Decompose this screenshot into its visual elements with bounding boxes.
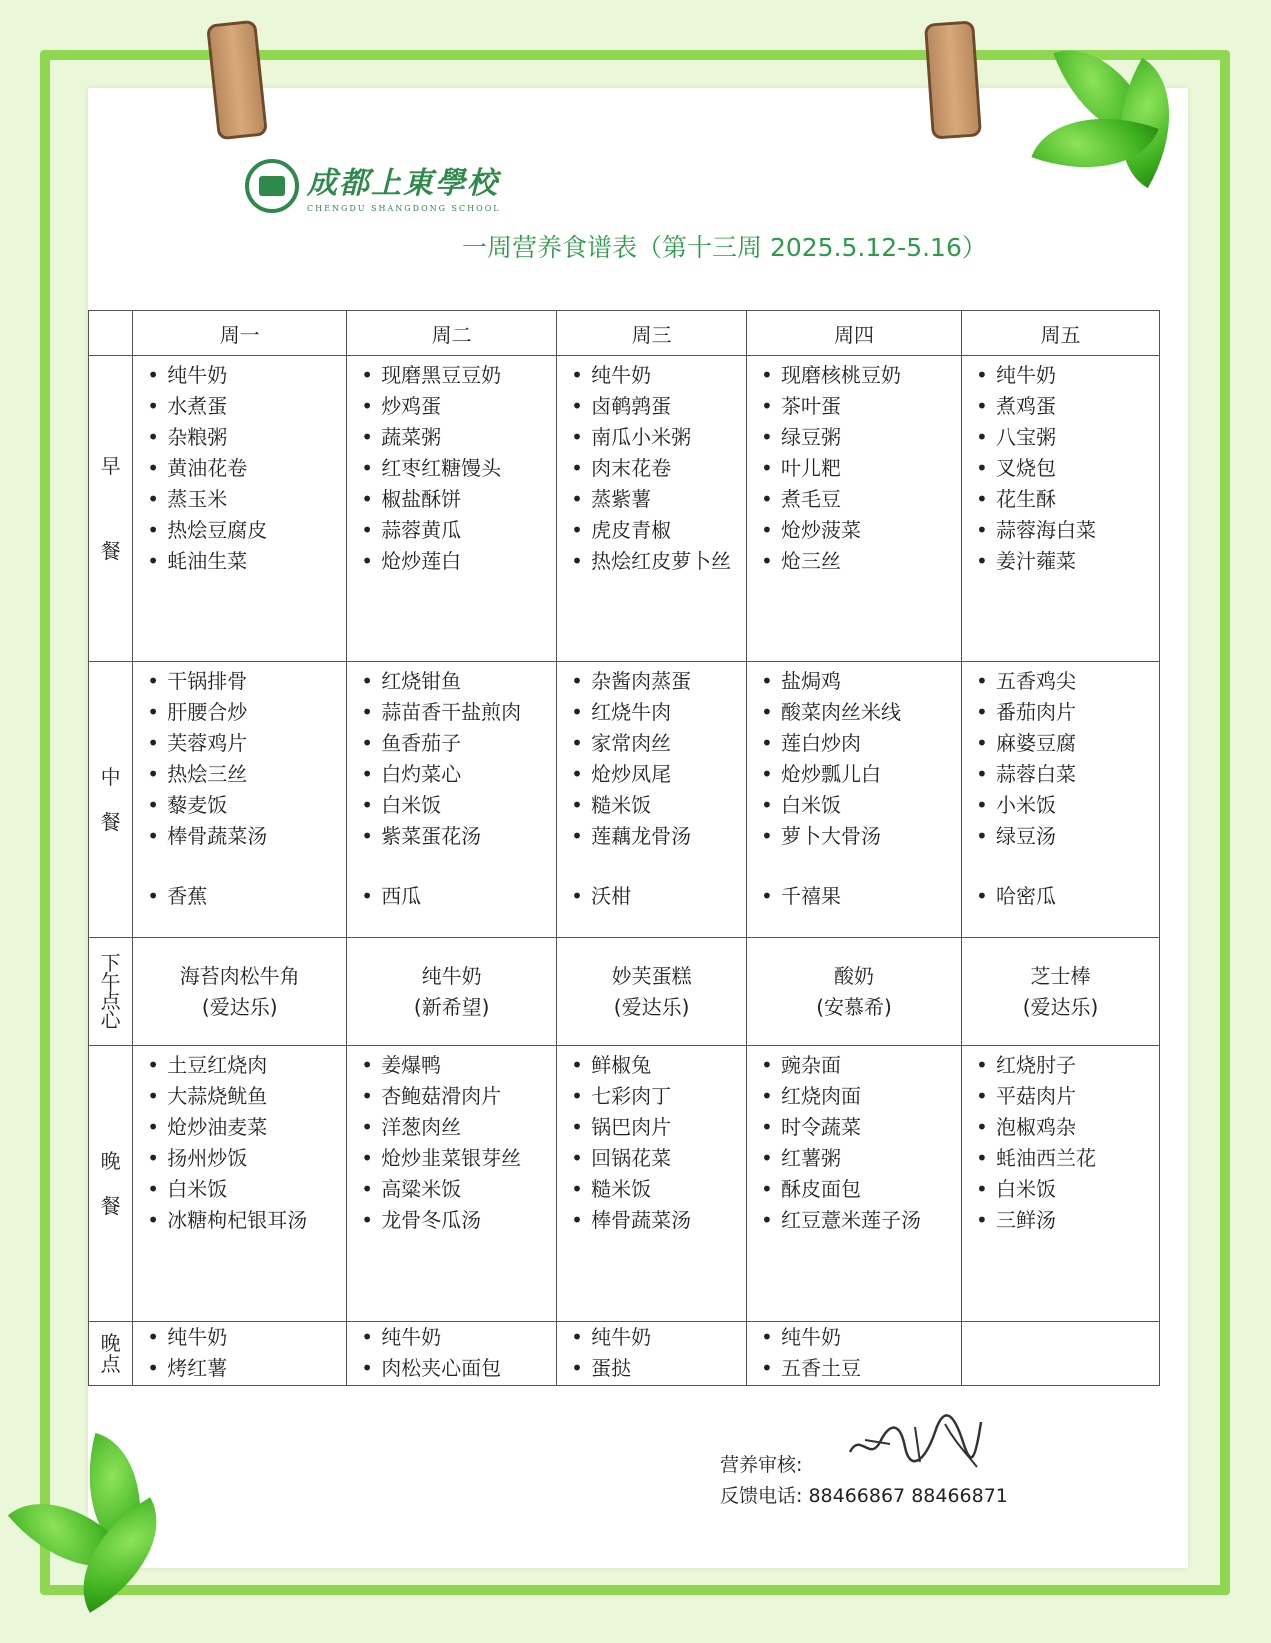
menu-item: • 姜爆鸭	[361, 1050, 556, 1081]
menu-item: • 炝炒凤尾	[571, 759, 746, 790]
menu-item: • 杂粮粥	[147, 422, 346, 453]
school-emblem-icon	[245, 159, 299, 213]
menu-item: • 洋葱肉丝	[361, 1112, 556, 1143]
dinner-row	[89, 1046, 1160, 1322]
row-label-dinner: 晚 餐	[89, 1046, 133, 1322]
dinner-cell	[747, 1046, 962, 1322]
menu-item: • 姜汁蕹菜	[976, 546, 1159, 577]
snack-cell: 海苔肉松牛角 (爱达乐)	[133, 938, 347, 1046]
menu-item: • 五香鸡尖	[976, 666, 1159, 697]
menu-item: • 扬州炒饭	[147, 1143, 346, 1174]
night-snack-cell	[347, 1322, 557, 1386]
night-snack-cell	[557, 1322, 747, 1386]
menu-item: • 炒鸡蛋	[361, 391, 556, 422]
lunch-cell	[133, 662, 347, 938]
menu-item: • 水煮蛋	[147, 391, 346, 422]
menu-item: • 白米饭	[361, 790, 556, 821]
menu-item: • 棒骨蔬菜汤	[571, 1205, 746, 1236]
dinner-cell	[557, 1046, 747, 1322]
dinner-cell	[133, 1046, 347, 1322]
menu-item: • 豌杂面	[761, 1050, 961, 1081]
breakfast-row	[89, 356, 1160, 662]
menu-item: • 糙米饭	[571, 790, 746, 821]
menu-item: • 热烩三丝	[147, 759, 346, 790]
menu-item: • 八宝粥	[976, 422, 1159, 453]
fruit-item: • 沃柑	[557, 881, 746, 912]
menu-item: • 杂酱肉蒸蛋	[571, 666, 746, 697]
breakfast-cell	[133, 356, 347, 662]
menu-item: • 蒜蓉海白菜	[976, 515, 1159, 546]
menu-item: • 纯牛奶	[147, 360, 346, 391]
school-name-cn: 成都上東學校	[307, 166, 499, 201]
menu-item: • 蒜蓉白菜	[976, 759, 1159, 790]
breakfast-cell	[747, 356, 962, 662]
menu-item: • 锅巴肉片	[571, 1112, 746, 1143]
fruit-item: • 哈密瓜	[962, 881, 1159, 912]
menu-item: • 煮鸡蛋	[976, 391, 1159, 422]
menu-item: • 红枣红糖馒头	[361, 453, 556, 484]
menu-item: • 红烧牛肉	[571, 697, 746, 728]
paper-clip-right	[924, 20, 982, 139]
menu-item: • 现磨核桃豆奶	[761, 360, 961, 391]
menu-item: • 糙米饭	[571, 1174, 746, 1205]
menu-item: • 椒盐酥饼	[361, 484, 556, 515]
menu-item: • 蒸玉米	[147, 484, 346, 515]
menu-item: • 纯牛奶	[571, 360, 746, 391]
menu-item: • 白米饭	[976, 1174, 1159, 1205]
reviewer-signature	[845, 1412, 985, 1470]
row-label-breakfast: 早 餐	[89, 356, 133, 662]
menu-item: • 蚝油生菜	[147, 546, 346, 577]
lunch-cell	[347, 662, 557, 938]
night-snack-cell	[133, 1322, 347, 1386]
menu-item: • 番茄肉片	[976, 697, 1159, 728]
menu-item: • 大蒜烧鱿鱼	[147, 1081, 346, 1112]
leaves-top-right-decoration	[1040, 28, 1190, 178]
menu-item: • 鲜椒兔	[571, 1050, 746, 1081]
menu-item: • 蔬菜粥	[361, 422, 556, 453]
menu-item: • 五香土豆	[761, 1353, 961, 1384]
menu-item: • 小米饭	[976, 790, 1159, 821]
menu-item: • 绿豆汤	[976, 821, 1159, 852]
menu-item: • 白米饭	[761, 790, 961, 821]
menu-item: • 炝炒油麦菜	[147, 1112, 346, 1143]
menu-item: • 纯牛奶	[976, 360, 1159, 391]
menu-item: • 叉烧包	[976, 453, 1159, 484]
menu-item: • 回锅花菜	[571, 1143, 746, 1174]
menu-item: • 莲白炒肉	[761, 728, 961, 759]
menu-item: • 七彩肉丁	[571, 1081, 746, 1112]
menu-item: • 土豆红烧肉	[147, 1050, 346, 1081]
row-label-night-snack: 晚 点	[89, 1322, 133, 1386]
day-header: 周二	[347, 311, 557, 356]
menu-item: • 炝炒瓢儿白	[761, 759, 961, 790]
breakfast-cell	[347, 356, 557, 662]
day-header: 周一	[133, 311, 347, 356]
snack-row	[89, 938, 1160, 1046]
menu-item: • 白灼菜心	[361, 759, 556, 790]
paper-clip-left	[206, 20, 268, 141]
day-header: 周三	[557, 311, 747, 356]
dinner-cell	[962, 1046, 1160, 1322]
menu-item: • 红烧肘子	[976, 1050, 1159, 1081]
breakfast-cell	[962, 356, 1160, 662]
menu-item: • 时令蔬菜	[761, 1112, 961, 1143]
menu-item: • 红豆薏米莲子汤	[761, 1205, 961, 1236]
fruit-item: • 千禧果	[747, 881, 961, 912]
menu-item: • 杏鲍菇滑肉片	[361, 1081, 556, 1112]
menu-item: • 肉末花卷	[571, 453, 746, 484]
menu-item: • 蒜苗香干盐煎肉	[361, 697, 556, 728]
lunch-cell	[557, 662, 747, 938]
menu-item: • 卤鹌鹑蛋	[571, 391, 746, 422]
weekly-menu-table	[88, 310, 1160, 1386]
menu-item: • 蒸紫薯	[571, 484, 746, 515]
menu-item: • 鱼香茄子	[361, 728, 556, 759]
menu-item: • 冰糖枸杞银耳汤	[147, 1205, 346, 1236]
menu-item: • 红烧肉面	[761, 1081, 961, 1112]
school-name-en: CHENGDU SHANGDONG SCHOOL	[307, 204, 501, 213]
menu-item: • 三鲜汤	[976, 1205, 1159, 1236]
menu-item: • 叶儿粑	[761, 453, 961, 484]
menu-item: • 藜麦饭	[147, 790, 346, 821]
night-snack-cell	[747, 1322, 962, 1386]
snack-cell: 纯牛奶 (新希望)	[347, 938, 557, 1046]
menu-item: • 盐焗鸡	[761, 666, 961, 697]
menu-item: • 紫菜蛋花汤	[361, 821, 556, 852]
menu-item: • 虎皮青椒	[571, 515, 746, 546]
night-snack-cell	[962, 1322, 1160, 1386]
menu-item: • 麻婆豆腐	[976, 728, 1159, 759]
menu-item: • 炝三丝	[761, 546, 961, 577]
menu-item: • 热烩豆腐皮	[147, 515, 346, 546]
menu-item: • 炝炒韭菜银芽丝	[361, 1143, 556, 1174]
menu-item: • 肉松夹心面包	[361, 1353, 556, 1384]
menu-item: • 南瓜小米粥	[571, 422, 746, 453]
menu-item: • 泡椒鸡杂	[976, 1112, 1159, 1143]
menu-item: • 干锅排骨	[147, 666, 346, 697]
menu-item: • 纯牛奶	[571, 1322, 746, 1353]
snack-cell: 酸奶 (安慕希)	[747, 938, 962, 1046]
breakfast-cell	[557, 356, 747, 662]
menu-item: • 炝炒莲白	[361, 546, 556, 577]
menu-item: • 白米饭	[147, 1174, 346, 1205]
menu-item: • 纯牛奶	[147, 1322, 346, 1353]
menu-item: • 蚝油西兰花	[976, 1143, 1159, 1174]
header-row	[89, 311, 1160, 356]
menu-item: • 芙蓉鸡片	[147, 728, 346, 759]
lunch-cell	[962, 662, 1160, 938]
menu-item: • 萝卜大骨汤	[761, 821, 961, 852]
dinner-cell	[347, 1046, 557, 1322]
menu-item: • 纯牛奶	[361, 1322, 556, 1353]
menu-item: • 龙骨冬瓜汤	[361, 1205, 556, 1236]
menu-item: • 绿豆粥	[761, 422, 961, 453]
day-header: 周五	[962, 311, 1160, 356]
menu-item: • 黄油花卷	[147, 453, 346, 484]
menu-item: • 莲藕龙骨汤	[571, 821, 746, 852]
menu-item: • 蒜蓉黄瓜	[361, 515, 556, 546]
night-snack-row	[89, 1322, 1160, 1386]
snack-cell: 芝士棒 (爱达乐)	[962, 938, 1160, 1046]
menu-item: • 蛋挞	[571, 1353, 746, 1384]
fruit-item: • 西瓜	[347, 881, 556, 912]
menu-item: • 茶叶蛋	[761, 391, 961, 422]
feedback-phone: 反馈电话: 88466867 88466871	[720, 1485, 1008, 1507]
menu-item: • 肝腰合炒	[147, 697, 346, 728]
corner-cell	[89, 311, 133, 356]
menu-item: • 家常肉丝	[571, 728, 746, 759]
menu-item: • 热烩红皮萝卜丝	[571, 546, 746, 577]
menu-item: • 红烧钳鱼	[361, 666, 556, 697]
menu-item: • 平菇肉片	[976, 1081, 1159, 1112]
menu-item: • 炝炒菠菜	[761, 515, 961, 546]
menu-item: • 煮毛豆	[761, 484, 961, 515]
menu-item: • 花生酥	[976, 484, 1159, 515]
menu-item: • 酥皮面包	[761, 1174, 961, 1205]
lunch-row	[89, 662, 1160, 938]
snack-cell: 妙芙蛋糕 (爱达乐)	[557, 938, 747, 1046]
row-label-lunch: 中 餐	[89, 662, 133, 938]
menu-item: • 烤红薯	[147, 1353, 346, 1384]
menu-item: • 棒骨蔬菜汤	[147, 821, 346, 852]
lunch-cell	[747, 662, 962, 938]
menu-item: • 红薯粥	[761, 1143, 961, 1174]
page-title: 一周营养食谱表（第十三周 2025.5.12-5.16）	[462, 233, 987, 262]
menu-item: • 现磨黑豆豆奶	[361, 360, 556, 391]
fruit-item: • 香蕉	[133, 881, 346, 912]
day-header: 周四	[747, 311, 962, 356]
row-label-snack: 下 午 点 心	[89, 938, 133, 1046]
nutrition-review-label: 营养审核:	[720, 1454, 803, 1476]
menu-item: • 酸菜肉丝米线	[761, 697, 961, 728]
school-logo	[245, 158, 501, 213]
menu-item: • 纯牛奶	[761, 1322, 961, 1353]
leaves-bottom-left-decoration	[25, 1440, 185, 1610]
menu-item: • 高粱米饭	[361, 1174, 556, 1205]
